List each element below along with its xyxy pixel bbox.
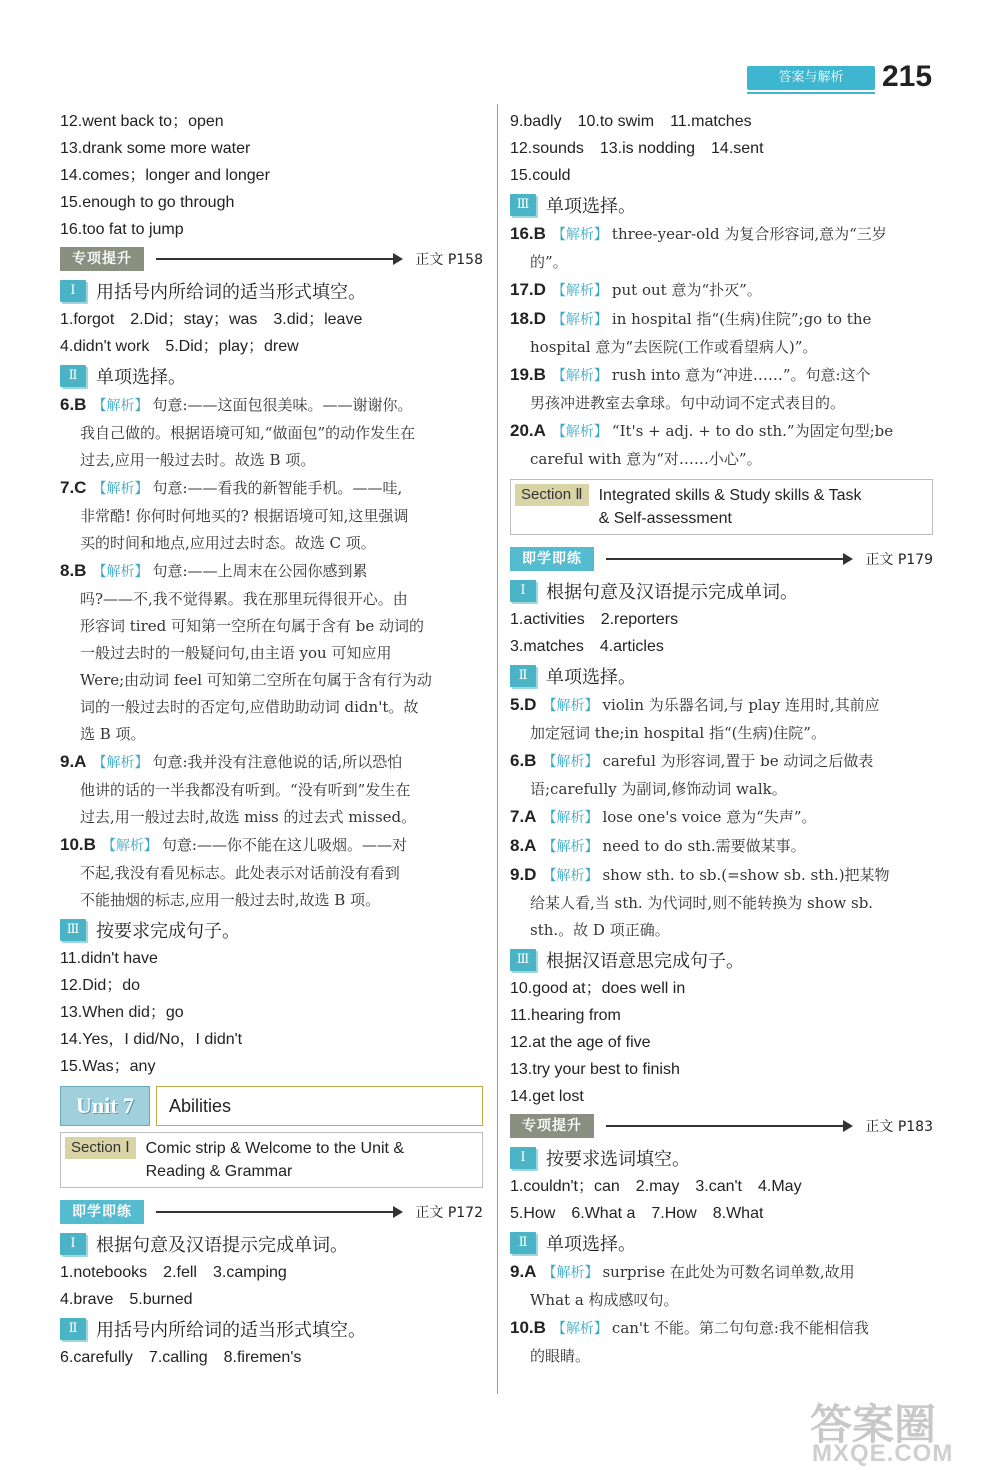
answer-line: 12.at the age of five: [510, 1034, 651, 1051]
column-divider: [497, 104, 498, 1394]
part-heading: [60, 360, 483, 391]
explanation-line: [510, 1314, 933, 1343]
unit-header: [60, 1086, 483, 1126]
explanation-line: careful with 意为“对……小心”。: [530, 450, 762, 468]
part-heading: [510, 660, 933, 691]
analysis-label: 【解析】: [542, 1265, 599, 1281]
part-heading: [60, 914, 483, 945]
explanation-item: [510, 832, 933, 861]
part-title: 单项选择。: [546, 1233, 636, 1255]
analysis-label: 【解析】: [551, 312, 608, 328]
part-heading: [510, 944, 933, 975]
answer-line: 15.Was；any: [60, 1058, 156, 1075]
explanation-text: lose one's voice 意为“失声”。: [602, 808, 817, 826]
answer-line: 12.went back to；open: [60, 113, 224, 130]
part-title: 用括号内所给词的适当形式填空。: [96, 281, 366, 303]
answer-list: [60, 945, 483, 1080]
quick-practice-tag: 即学即练: [510, 547, 594, 571]
part-number: Ⅰ: [510, 580, 536, 602]
part-title: 用括号内所给词的适当形式填空。: [96, 1319, 366, 1341]
explanation-text: 句意:——看我的新智能手机。——哇,: [152, 479, 403, 497]
section-header: [60, 1132, 483, 1188]
explanation-item: [510, 1314, 933, 1370]
explanation-line: 的眼睛。: [530, 1347, 591, 1365]
section-header: [510, 479, 933, 535]
part-number: Ⅲ: [60, 919, 86, 941]
answer-line: 14.Yes，I did/No，I didn't: [60, 1031, 243, 1048]
explanation-text: in hospital 指“(生病)住院”;go to the: [611, 310, 872, 328]
page-number: 215: [882, 60, 933, 93]
quick-practice-tag: 即学即练: [60, 1200, 144, 1224]
section-label: Section Ⅱ: [515, 484, 589, 506]
explanation-line: hospital 意为“去医院(工作或看望病人)”。: [530, 338, 818, 356]
explanation-text: violin 为乐器名词,与 play 连用时,其前应: [602, 696, 880, 714]
explanation-line: 过去,应用一般过去时。故选 B 项。: [80, 451, 316, 469]
answer-key: 5.D: [510, 695, 537, 714]
explanation-line: 过去,用一般过去时,故选 miss 的过去式 missed。: [80, 808, 417, 826]
explanation-item: [60, 557, 483, 748]
explanation-list: [510, 220, 933, 473]
explanation-text: “It's + adj. + to do sth.”为固定句型;be: [611, 422, 894, 440]
explanation-line: What a 构成感叹句。: [530, 1291, 679, 1309]
section-title-line: Reading & Grammar: [145, 1163, 293, 1180]
part-heading: [60, 1228, 483, 1259]
part-title: 按要求完成句子。: [96, 920, 240, 942]
page-reference: 正文 P172: [415, 1205, 483, 1221]
answer-key: 9.D: [510, 865, 537, 884]
answer-list: [510, 975, 933, 1110]
explanation-line: [510, 417, 933, 446]
explanation-line: [510, 220, 933, 249]
section-title-line: Comic strip & Welcome to the Unit &: [145, 1140, 405, 1157]
header-tag: 答案与解析: [747, 66, 875, 90]
explanation-line: [60, 474, 483, 503]
part-number: Ⅱ: [60, 1318, 86, 1340]
special-practice-bar: [60, 243, 483, 275]
page-reference: 正文 P158: [415, 252, 483, 268]
part-number: Ⅱ: [510, 1232, 536, 1254]
answer-line: 12.Did；do: [60, 977, 141, 994]
answer-line: 4.brave 5.burned: [60, 1291, 193, 1308]
explanation-item: [60, 391, 483, 474]
explanation-line: 他讲的话的一半我都没有听到。“没有听到”发生在: [80, 781, 411, 799]
section-label: Section Ⅰ: [65, 1137, 136, 1159]
explanation-text: 句意:——这面包很美味。——谢谢你。: [152, 396, 413, 414]
part-title: 根据句意及汉语提示完成单词。: [546, 581, 798, 603]
analysis-label: 【解析】: [92, 755, 149, 771]
explanation-text: careful 为形容词,置于 be 动词之后做表: [602, 752, 874, 770]
explanation-item: [510, 691, 933, 747]
explanation-item: [510, 747, 933, 803]
answer-list: [60, 108, 483, 243]
explanation-line: 的”。: [530, 253, 568, 271]
answer-key: 9.A: [510, 1262, 537, 1281]
part-number: Ⅲ: [510, 949, 536, 971]
answer-key: 10.B: [510, 1318, 546, 1337]
part-title: 按要求选词填空。: [546, 1148, 690, 1170]
answer-key: 20.A: [510, 421, 546, 440]
analysis-label: 【解析】: [551, 227, 608, 243]
answer-line: 14.get lost: [510, 1088, 584, 1105]
explanation-item: [510, 220, 933, 276]
explanation-text: three-year-old 为复合形容词,意为“三岁: [611, 225, 887, 243]
answer-line: 1.couldn't；can 2.may 3.can't 4.May: [510, 1178, 802, 1195]
answer-key: 8.A: [510, 836, 537, 855]
special-practice-tag: 专项提升: [510, 1114, 594, 1138]
analysis-label: 【解析】: [92, 481, 149, 497]
answer-line: 1.forgot 2.Did；stay；was 3.did；leave: [60, 311, 363, 328]
part-title: 单项选择。: [96, 366, 186, 388]
answer-line: 16.too fat to jump: [60, 221, 184, 238]
watermark-url: MXQE.COM: [812, 1440, 954, 1467]
answer-line: 10.good at；does well in: [510, 980, 686, 997]
arrow-icon: [606, 558, 851, 560]
answer-line: 12.sounds 13.is nodding 14.sent: [510, 140, 764, 157]
part-heading: [60, 1313, 483, 1344]
answer-list: [60, 1344, 483, 1371]
explanation-line: [60, 831, 483, 860]
explanation-list: [510, 691, 933, 944]
answer-list: [510, 108, 933, 189]
part-number: Ⅰ: [60, 280, 86, 302]
explanation-line: [510, 747, 933, 776]
answer-key: 16.B: [510, 224, 546, 243]
special-practice-tag: 专项提升: [60, 247, 144, 271]
explanation-line: [510, 861, 933, 890]
answer-list: [510, 1173, 933, 1227]
explanation-line: [60, 391, 483, 420]
answer-key: 9.A: [60, 752, 87, 771]
answer-line: 9.badly 10.to swim 11.matches: [510, 113, 752, 130]
unit-badge: Unit 7: [60, 1086, 150, 1126]
answer-list: [60, 1259, 483, 1313]
analysis-label: 【解析】: [92, 564, 149, 580]
explanation-list: [60, 391, 483, 914]
answer-key: 18.D: [510, 309, 546, 328]
analysis-label: 【解析】: [551, 424, 608, 440]
explanation-item: [510, 305, 933, 361]
special-practice-bar: [510, 1110, 933, 1142]
explanation-item: [60, 748, 483, 831]
unit-title: Abilities: [156, 1086, 483, 1126]
part-title: 根据句意及汉语提示完成单词。: [96, 1234, 348, 1256]
explanation-text: 句意:——上周末在公园你感到累: [152, 562, 368, 580]
answer-line: 1.activities 2.reporters: [510, 611, 679, 628]
page-reference: 正文 P183: [865, 1119, 933, 1135]
explanation-item: [60, 474, 483, 557]
answer-key: 8.B: [60, 561, 87, 580]
explanation-line: 不起,我没有看见标志。此处表示对话前没有看到: [80, 864, 400, 882]
explanation-line: 语;carefully 为副词,修饰动词 walk。: [530, 780, 787, 798]
page-reference: 正文 P179: [865, 552, 933, 568]
explanation-line: Were;由动词 feel 可知第二空所在句属于含有行为动: [80, 671, 432, 689]
analysis-label: 【解析】: [542, 698, 599, 714]
answer-line: 15.could: [510, 167, 571, 184]
explanation-line: [60, 557, 483, 586]
part-number: Ⅱ: [60, 365, 86, 387]
analysis-label: 【解析】: [542, 868, 599, 884]
analysis-label: 【解析】: [542, 810, 599, 826]
answer-line: 13.When did；go: [60, 1004, 184, 1021]
analysis-label: 【解析】: [551, 368, 608, 384]
explanation-text: surprise 在此处为可数名词单数,故用: [602, 1263, 855, 1281]
explanation-text: put out 意为“扑灭”。: [611, 281, 762, 299]
answer-line: 6.carefully 7.calling 8.firemen's: [60, 1349, 302, 1366]
part-number: Ⅰ: [60, 1233, 86, 1255]
explanation-line: [510, 276, 933, 305]
answer-line: 13.try your best to finish: [510, 1061, 680, 1078]
part-heading: [510, 1142, 933, 1173]
explanation-item: [510, 1258, 933, 1314]
explanation-item: [510, 417, 933, 473]
answer-key: 10.B: [60, 835, 96, 854]
explanation-line: [510, 803, 933, 832]
explanation-line: 男孩冲进教室去拿球。句中动词不定式表目的。: [530, 394, 846, 412]
explanation-line: sth.。故 D 项正确。: [530, 921, 670, 939]
explanation-item: [510, 861, 933, 944]
explanation-line: [510, 832, 933, 861]
answer-line: 5.How 6.What a 7.How 8.What: [510, 1205, 764, 1222]
quick-practice-bar: [60, 1196, 483, 1228]
explanation-item: [60, 831, 483, 914]
explanation-line: 形容词 tired 可知第一空所在句属于含有 be 动词的: [80, 617, 425, 635]
answer-line: 11.hearing from: [510, 1007, 621, 1024]
explanation-line: 选 B 项。: [80, 725, 146, 743]
part-heading: [510, 575, 933, 606]
section-title-line: Integrated skills & Study skills & Task: [598, 487, 862, 504]
part-number: Ⅲ: [510, 194, 536, 216]
explanation-line: [510, 361, 933, 390]
section-title: [599, 484, 862, 530]
answer-line: 1.notebooks 2.fell 3.camping: [60, 1264, 287, 1281]
arrow-icon: [606, 1125, 851, 1127]
explanation-item: [510, 276, 933, 305]
part-number: Ⅰ: [510, 1147, 536, 1169]
part-title: 根据汉语意思完成句子。: [546, 950, 744, 972]
analysis-label: 【解析】: [542, 839, 599, 855]
part-heading: [510, 1227, 933, 1258]
explanation-line: 非常酷! 你何时何地买的? 根据语境可知,这里强调: [80, 507, 409, 525]
section-title-line: & Self-assessment: [598, 510, 732, 527]
explanation-line: [510, 1258, 933, 1287]
explanation-line: 词的一般过去时的否定句,应借助助动词 didn't。故: [80, 698, 419, 716]
left-column: [60, 108, 483, 1371]
part-number: Ⅱ: [510, 665, 536, 687]
answer-key: 7.C: [60, 478, 87, 497]
explanation-line: 我自己做的。根据语境可知,“做面包”的动作发生在: [80, 424, 416, 442]
header-underline: [747, 92, 875, 94]
watermark-logo: 答案圈: [810, 1400, 937, 1449]
answer-key: 19.B: [510, 365, 546, 384]
section-title: [146, 1137, 404, 1183]
analysis-label: 【解析】: [551, 283, 608, 299]
explanation-text: 句意:我并没有注意他说的话,所以恐怕: [152, 753, 403, 771]
explanation-text: show sth. to sb.(=show sb. sth.)把某物: [602, 866, 890, 884]
answer-list: [60, 306, 483, 360]
part-title: 单项选择。: [546, 195, 636, 217]
explanation-item: [510, 803, 933, 832]
answer-key: 17.D: [510, 280, 546, 299]
explanation-line: 一般过去时的一般疑问句,由主语 you 可知应用: [80, 644, 392, 662]
explanation-text: can't 不能。第二句句意:我不能相信我: [611, 1319, 869, 1337]
analysis-label: 【解析】: [101, 838, 158, 854]
part-heading: [60, 275, 483, 306]
part-title: 单项选择。: [546, 666, 636, 688]
explanation-line: [510, 305, 933, 334]
answer-line: 15.enough to go through: [60, 194, 235, 211]
arrow-icon: [156, 258, 401, 260]
answer-line: 13.drank some more water: [60, 140, 251, 157]
analysis-label: 【解析】: [92, 398, 149, 414]
right-column: [510, 108, 933, 1370]
explanation-line: [510, 691, 933, 720]
answer-key: 6.B: [60, 395, 87, 414]
part-heading: [510, 189, 933, 220]
explanation-text: 句意:——你不能在这儿吸烟。——对: [161, 836, 407, 854]
explanation-line: [60, 748, 483, 777]
answer-line: 14.comes；longer and longer: [60, 167, 270, 184]
explanation-line: 加定冠词 the;in hospital 指“(生病)住院”。: [530, 724, 826, 742]
answer-line: 11.didn't have: [60, 950, 158, 967]
explanation-line: 买的时间和地点,应用过去时态。故选 C 项。: [80, 534, 376, 552]
explanation-line: 吗?——不,我不觉得累。我在那里玩得很开心。由: [80, 590, 408, 608]
explanation-text: need to do sth.需要做某事。: [602, 837, 806, 855]
answer-key: 7.A: [510, 807, 537, 826]
explanation-text: rush into 意为“冲进……”。句意:这个: [611, 366, 871, 384]
analysis-label: 【解析】: [551, 1321, 608, 1337]
answer-line: 4.didn't work 5.Did；play；drew: [60, 338, 299, 355]
explanation-line: 给某人看,当 sth. 为代词时,则不能转换为 show sb.: [530, 894, 874, 912]
explanation-list: [510, 1258, 933, 1370]
analysis-label: 【解析】: [542, 754, 599, 770]
arrow-icon: [156, 1211, 401, 1213]
explanation-line: 不能抽烟的标志,应用一般过去时,故选 B 项。: [80, 891, 381, 909]
quick-practice-bar: [510, 543, 933, 575]
answer-list: [510, 606, 933, 660]
explanation-item: [510, 361, 933, 417]
answer-line: 3.matches 4.articles: [510, 638, 664, 655]
answer-key: 6.B: [510, 751, 537, 770]
